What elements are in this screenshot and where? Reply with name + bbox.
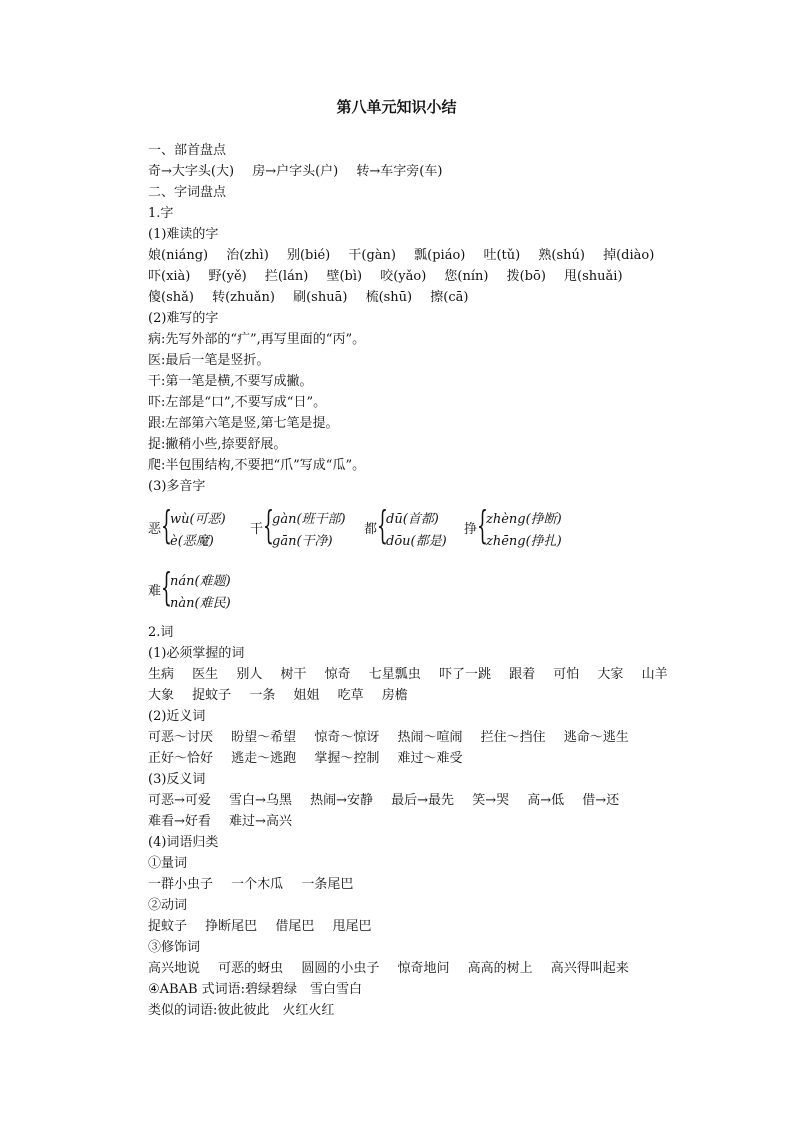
synonym-pair: 难过～难受 <box>397 751 463 766</box>
synonym-pair: 掌握～控制 <box>314 751 380 766</box>
antonym-pair: 高→低 <box>527 793 565 808</box>
polyphonic-char: 恶 <box>148 522 162 537</box>
subheading-must-master: (1)必须掌握的词 <box>148 646 245 661</box>
hard-to-read-row <box>148 268 623 286</box>
word-item: 吃草 <box>337 688 364 703</box>
polyphonic-group <box>464 503 584 552</box>
synonym-pair: 逃命～逃生 <box>563 730 629 745</box>
writing-tip: 跟:左部第六笔是竖,第七笔是提。 <box>148 416 339 431</box>
char-pinyin: 擦(cā) <box>430 290 469 305</box>
antonym-pair: 借→还 <box>582 793 620 808</box>
char-pinyin: 吓(xià) <box>148 269 191 284</box>
verb-row <box>148 918 371 936</box>
word-item: 惊奇 <box>324 667 351 682</box>
subheading-synonyms: (2)近义词 <box>148 709 206 724</box>
writing-tip: 吓:左部是“口”,不要写成“日”。 <box>148 395 327 410</box>
polyphonic-group <box>148 503 248 552</box>
char-pinyin: 干(gàn) <box>348 248 396 263</box>
char-pinyin: 治(zhì) <box>226 248 269 263</box>
synonym-pair: 拦住～挡住 <box>480 730 546 745</box>
writing-tip: 医:最后一笔是竖折。 <box>148 353 270 368</box>
antonym-pair: 可恶→可爱 <box>148 793 211 808</box>
word-item: 吓了一跳 <box>438 667 491 682</box>
modifier-row <box>148 960 629 978</box>
polyphonic-group <box>250 503 362 552</box>
subheading-verbs: ②动词 <box>148 898 188 913</box>
word-item: 挣断尾巴 <box>205 919 258 934</box>
hard-to-read-row <box>148 289 468 307</box>
char-pinyin: 娘(niáng) <box>148 248 209 263</box>
char-pinyin: 咬(yǎo) <box>380 269 427 284</box>
writing-tip: 捉:撇稍小些,捺要舒展。 <box>148 437 287 452</box>
antonym-pair: 热闹→安静 <box>310 793 373 808</box>
reading-1: wù(可恶) <box>170 512 226 527</box>
writing-tip: 干:第一笔是横,不要写成撇。 <box>148 374 313 389</box>
radicals-line <box>148 163 442 181</box>
antonym-row <box>148 792 619 810</box>
word-item: 姐姐 <box>293 688 320 703</box>
polyphonic-group <box>364 503 464 552</box>
word-item: 惊奇地问 <box>397 961 450 976</box>
antonym-pair: 最后→最先 <box>391 793 455 808</box>
polyphonic-char: 难 <box>148 584 162 599</box>
word-item: 医生 <box>192 667 219 682</box>
word-item: 大象 <box>148 688 175 703</box>
word-item: 一个木瓜 <box>231 877 284 892</box>
char-pinyin: 瓢(piáo) <box>414 248 466 263</box>
radical-item: 转→车字旁(车) <box>356 164 443 179</box>
char-pinyin: 熟(shú) <box>538 248 585 263</box>
reading-2: zhēng(挣扎) <box>486 534 562 549</box>
subheading-hard-to-write: (2)难写的字 <box>148 311 219 326</box>
similar-words-line: 类似的词语:彼此彼此 火红火红 <box>148 1003 335 1018</box>
word-item: 高高的树上 <box>467 961 533 976</box>
word-item: 甩尾巴 <box>332 919 372 934</box>
synonym-row <box>148 750 462 768</box>
word-item: 七星瓢虫 <box>368 667 421 682</box>
char-pinyin: 别(bié) <box>286 248 331 263</box>
word-item: 借尾巴 <box>275 919 315 934</box>
section-heading-words: 二、字词盘点 <box>148 185 227 200</box>
antonym-pair: 雪白→乌黑 <box>229 793 292 808</box>
writing-tip: 病:先写外部的“疒”,再写里面的“丙”。 <box>148 332 366 347</box>
brace-symbol: { <box>377 503 388 547</box>
reading-2: nàn(难民) <box>170 596 231 611</box>
reading-1: dū(首都) <box>386 512 439 527</box>
brace-symbol: { <box>477 503 488 547</box>
char-pinyin: 甩(shuǎi) <box>564 269 623 284</box>
word-item: 可怕 <box>553 667 580 682</box>
word-item: 一条 <box>249 688 276 703</box>
char-pinyin: 壁(bì) <box>326 269 363 284</box>
char-pinyin: 转(zhuǎn) <box>212 290 275 305</box>
char-pinyin: 梳(shū) <box>365 290 413 305</box>
char-pinyin: 野(yě) <box>208 269 247 284</box>
char-pinyin: 傻(shǎ) <box>148 290 194 305</box>
abab-words-line: ④ABAB 式词语:碧绿碧绿 雪白雪白 <box>148 982 363 997</box>
section-heading-radicals: 一、部首盘点 <box>148 143 227 158</box>
char-pinyin: 掉(diào) <box>603 248 655 263</box>
polyphonic-char: 干 <box>250 522 264 537</box>
word-item: 一条尾巴 <box>301 877 354 892</box>
reading-2: dōu(都是) <box>386 534 447 549</box>
char-pinyin: 刷(shuā) <box>293 290 348 305</box>
radical-item: 奇→大字头(大) <box>148 164 235 179</box>
word-row <box>148 687 408 705</box>
brace-symbol: { <box>161 565 172 609</box>
word-item: 别人 <box>236 667 263 682</box>
subheading-antonyms: (3)反义词 <box>148 772 206 787</box>
polyphonic-group <box>148 565 248 614</box>
char-pinyin: 您(nín) <box>444 269 489 284</box>
word-item: 捉蚊子 <box>192 688 232 703</box>
subheading-polyphonic: (3)多音字 <box>148 479 206 494</box>
word-item: 大家 <box>597 667 624 682</box>
synonym-pair: 逃走～逃跑 <box>231 751 297 766</box>
antonym-row <box>148 813 292 831</box>
reading-1: gàn(班干部) <box>272 512 346 527</box>
subheading-words: 2.词 <box>148 625 174 640</box>
polyphonic-char: 挣 <box>464 522 478 537</box>
word-item: 可恶的蚜虫 <box>218 961 284 976</box>
synonym-pair: 可恶～讨厌 <box>148 730 214 745</box>
char-pinyin: 吐(tǔ) <box>483 248 521 263</box>
reading-2: è(恶魔) <box>170 534 214 549</box>
synonym-pair: 正好～恰好 <box>148 751 214 766</box>
antonym-pair: 难过→高兴 <box>229 814 292 829</box>
brace-symbol: { <box>263 503 274 547</box>
synonym-pair: 惊奇～惊讶 <box>314 730 380 745</box>
measure-word-row <box>148 876 353 894</box>
radical-item: 房→户字头(户) <box>252 164 339 179</box>
hard-to-read-row <box>148 247 654 265</box>
reading-1: zhèng(挣断) <box>486 512 562 527</box>
word-item: 树干 <box>280 667 307 682</box>
word-item: 房檐 <box>381 688 408 703</box>
word-item: 圆圆的小虫子 <box>301 961 380 976</box>
word-item: 捉蚊子 <box>148 919 188 934</box>
writing-tip: 爬:半包围结构,不要把“爪”写成“瓜”。 <box>148 458 366 473</box>
reading-1: nán(难题) <box>170 574 231 589</box>
reading-2: gān(干净) <box>272 534 333 549</box>
char-pinyin: 拦(lán) <box>264 269 309 284</box>
subheading-modifiers: ③修饰词 <box>148 940 201 955</box>
word-item: 高兴地说 <box>148 961 201 976</box>
page-title: 第八单元知识小结 <box>336 98 457 116</box>
subheading-hard-to-read: (1)难读的字 <box>148 227 219 242</box>
word-row <box>148 666 668 684</box>
synonym-pair: 盼望～希望 <box>231 730 297 745</box>
word-item: 生病 <box>148 667 175 682</box>
subheading-characters: 1.字 <box>148 206 174 221</box>
word-item: 山羊 <box>641 667 668 682</box>
synonym-pair: 热闹～喧闹 <box>397 730 463 745</box>
antonym-pair: 难看→好看 <box>148 814 211 829</box>
subheading-classification: (4)词语归类 <box>148 835 219 850</box>
synonym-row <box>148 729 629 747</box>
word-item: 跟着 <box>509 667 536 682</box>
char-pinyin: 拨(bō) <box>506 269 546 284</box>
polyphonic-char: 都 <box>364 522 378 537</box>
antonym-pair: 笑→哭 <box>472 793 510 808</box>
word-item: 一群小虫子 <box>148 877 214 892</box>
word-item: 高兴得叫起来 <box>550 961 629 976</box>
brace-symbol: { <box>161 503 172 547</box>
subheading-measure-words: ①量词 <box>148 856 188 871</box>
